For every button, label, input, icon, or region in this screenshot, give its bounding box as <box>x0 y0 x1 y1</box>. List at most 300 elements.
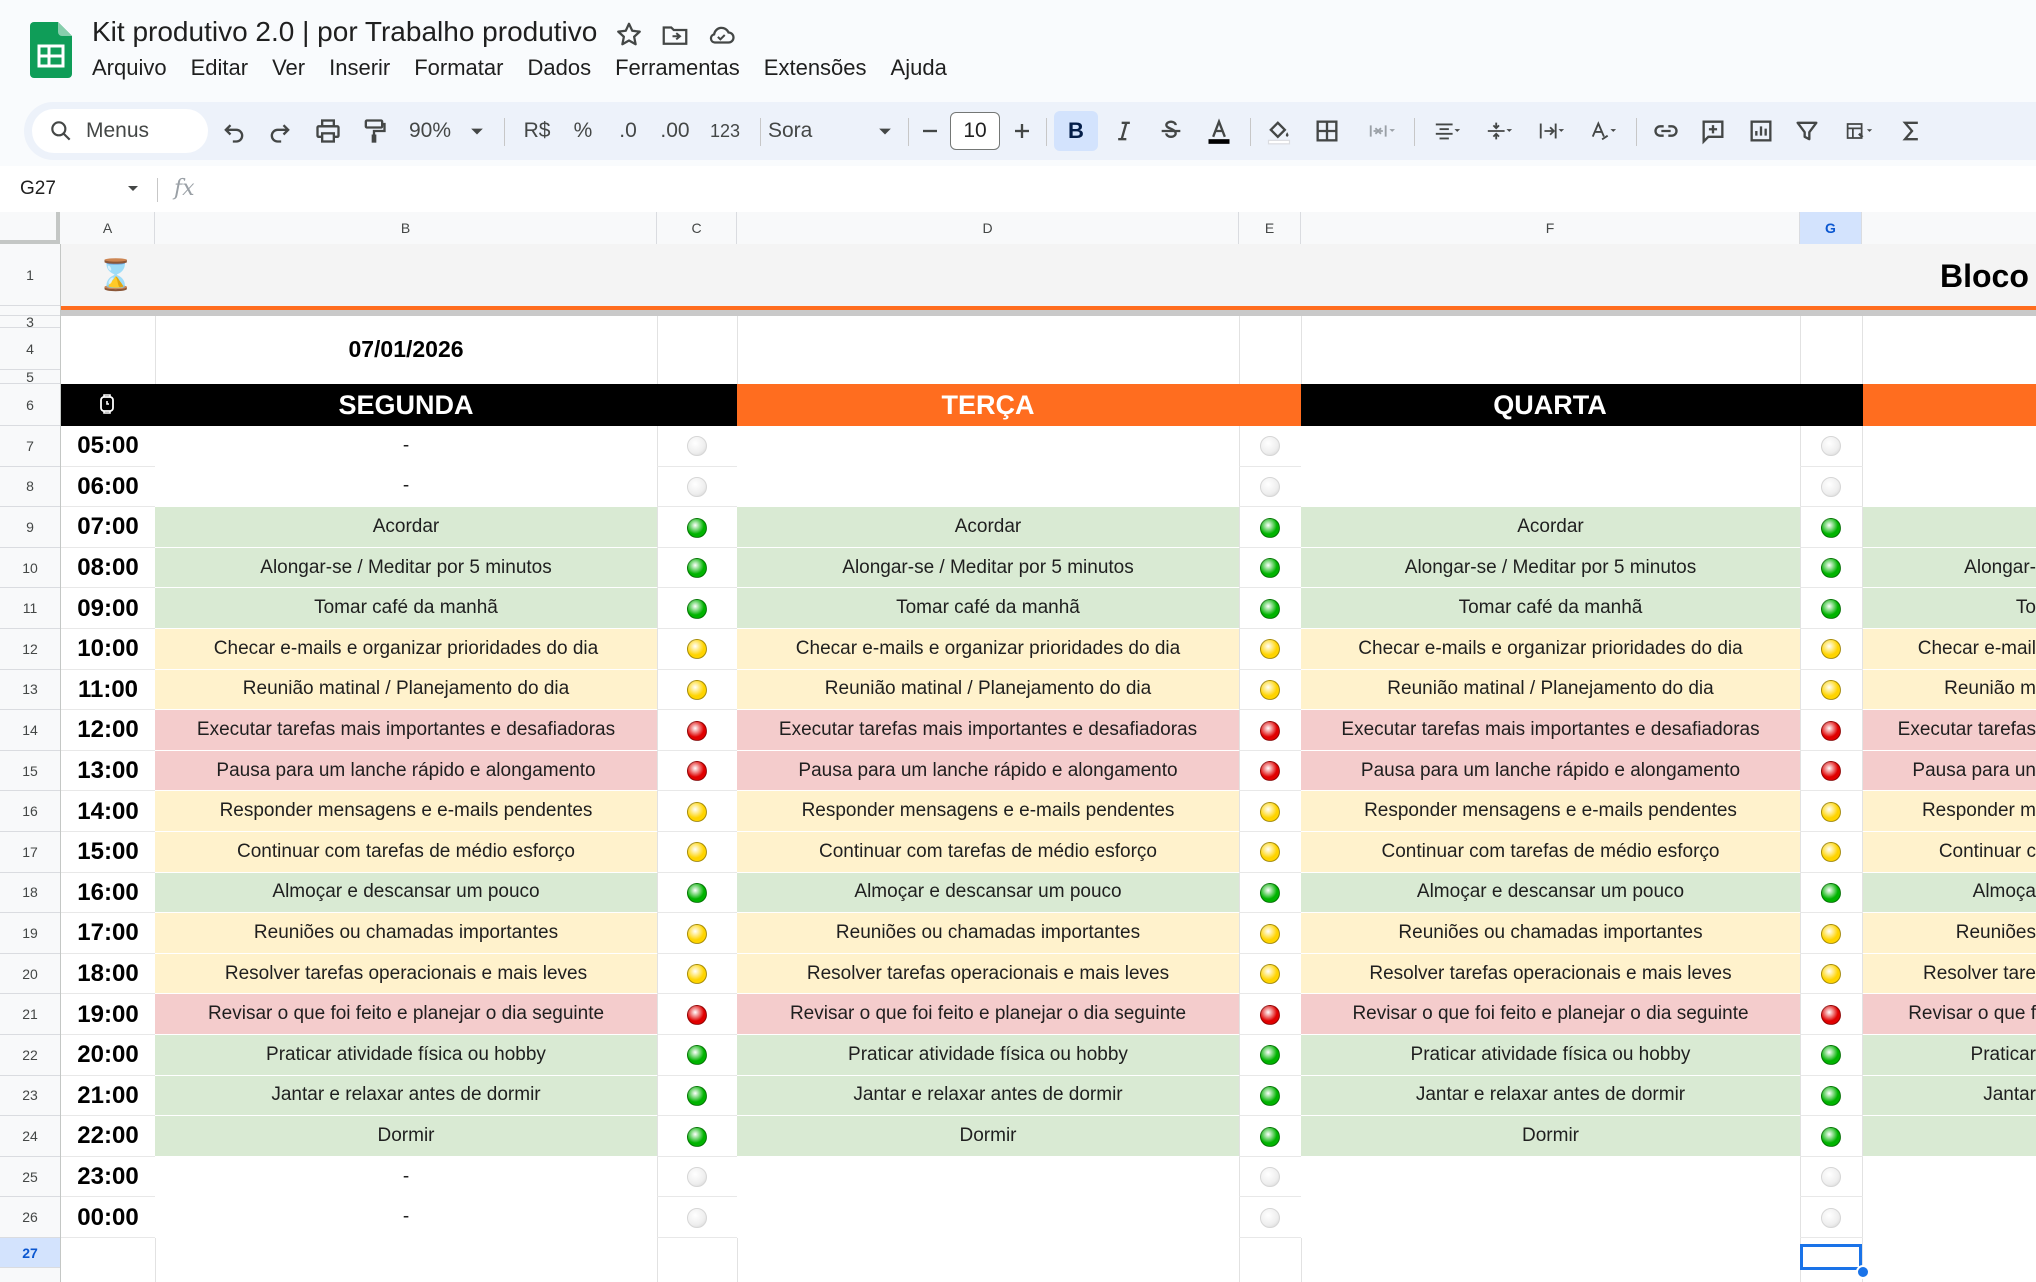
status-dot-yellow[interactable] <box>1260 639 1280 659</box>
task-cell-segunda[interactable]: Reunião matinal / Planejamento do dia <box>155 670 657 711</box>
fill-color-icon <box>1265 117 1293 145</box>
time-cell[interactable]: 07:00 <box>77 513 139 541</box>
column-header-h[interactable] <box>1862 212 2036 244</box>
fill-handle[interactable] <box>1856 1265 1870 1279</box>
menu-ferramentas[interactable]: Ferramentas <box>615 55 740 80</box>
task-cell-segunda[interactable]: Revisar o que foi feito e planejar o dia seguinte <box>155 994 657 1035</box>
time-cell[interactable]: 09:00 <box>77 594 139 622</box>
vertical-align-icon <box>1485 117 1513 145</box>
menu-search[interactable] <box>32 109 208 153</box>
status-dot-green[interactable] <box>1260 558 1280 578</box>
time-cell[interactable]: 21:00 <box>77 1081 139 1109</box>
time-cell[interactable]: 16:00 <box>77 878 139 906</box>
status-dot-none[interactable] <box>687 436 707 456</box>
task-cell-quarta[interactable] <box>1301 1197 1800 1238</box>
status-dot-green[interactable] <box>1821 558 1841 578</box>
task-cell-quarta[interactable]: Tomar café da manhã <box>1301 588 1800 629</box>
column-header-g[interactable]: G <box>1800 212 1862 244</box>
status-dot-yellow[interactable] <box>687 842 707 862</box>
task-cell-terca[interactable]: Revisar o que foi feito e planejar o dia seguinte <box>737 994 1239 1035</box>
row-header-27[interactable]: 27 <box>0 1238 60 1268</box>
status-dot-green[interactable] <box>1260 883 1280 903</box>
minus-icon <box>916 117 944 145</box>
sheets-logo-icon[interactable] <box>30 22 72 78</box>
table-views-icon <box>1845 117 1873 145</box>
task-cell-terca[interactable]: Acordar <box>737 507 1239 548</box>
task-cell-terca[interactable]: Tomar café da manhã <box>737 588 1239 629</box>
task-cell-segunda[interactable]: - <box>155 467 657 508</box>
time-cell[interactable]: 06:00 <box>77 472 139 500</box>
time-cell[interactable]: 20:00 <box>77 1041 139 1069</box>
status-dot-yellow[interactable] <box>1821 924 1841 944</box>
row-header-18[interactable]: 18 <box>0 873 60 914</box>
menu-dados[interactable]: Dados <box>527 55 592 80</box>
time-cell[interactable]: 23:00 <box>77 1163 139 1191</box>
day-header-quarta[interactable] <box>1301 384 1863 426</box>
chevron-down-icon <box>463 117 491 145</box>
zoom-dropdown[interactable] <box>462 102 492 160</box>
status-dot-none[interactable] <box>687 477 707 497</box>
task-cell-segunda[interactable]: - <box>155 1157 657 1198</box>
task-cell-terca[interactable] <box>737 426 1239 467</box>
task-cell-segunda[interactable]: Reuniões ou chamadas importantes <box>155 913 657 954</box>
task-cell-quinta[interactable]: Responder m <box>1863 791 2036 832</box>
day-label-terca: TERÇA <box>941 390 1035 420</box>
status-dot-green[interactable] <box>687 518 707 538</box>
print-icon <box>314 117 342 145</box>
functions-button[interactable] <box>1890 102 1934 160</box>
percent-format-button[interactable]: % <box>573 119 593 142</box>
row-header-23[interactable]: 23 <box>0 1076 60 1117</box>
row-header-15[interactable]: 15 <box>0 751 60 792</box>
hourglass-icon: ⌛ <box>97 259 135 292</box>
task-cell-terca[interactable]: Almoçar e descansar um pouco <box>737 873 1239 914</box>
time-cell[interactable]: 18:00 <box>77 960 139 988</box>
filter-button[interactable] <box>1784 102 1830 160</box>
row-header-13[interactable]: 13 <box>0 670 60 711</box>
text-wrap-icon <box>1537 117 1565 145</box>
insert-link-button[interactable] <box>1644 102 1688 160</box>
day-header-segunda[interactable] <box>61 384 737 426</box>
task-cell-segunda[interactable]: Resolver tarefas operacionais e mais leves <box>155 954 657 995</box>
name-box[interactable]: G27 <box>20 178 56 199</box>
task-cell-terca[interactable]: Reunião matinal / Planejamento do dia <box>737 670 1239 711</box>
status-dot-none[interactable] <box>1821 477 1841 497</box>
chevron-down-icon <box>871 117 899 145</box>
task-cell-segunda[interactable]: Continuar com tarefas de médio esforço <box>155 832 657 873</box>
filter-icon <box>1793 117 1821 145</box>
task-cell-terca[interactable]: Resolver tarefas operacionais e mais leves <box>737 954 1239 995</box>
star-icon[interactable] <box>614 20 644 50</box>
toolbar-divider <box>908 118 909 146</box>
status-dot-red[interactable] <box>1821 1005 1841 1025</box>
task-cell-quinta[interactable] <box>1863 507 2036 548</box>
task-cell-segunda[interactable]: Pausa para um lanche rápido e alongamento <box>155 751 657 792</box>
task-cell-terca[interactable]: Praticar atividade física ou hobby <box>737 1035 1239 1076</box>
time-cell[interactable]: 19:00 <box>77 1000 139 1028</box>
task-cell-quinta[interactable]: Alongar- <box>1863 548 2036 589</box>
row-header-25[interactable]: 25 <box>0 1157 60 1198</box>
status-dot-yellow[interactable] <box>1260 964 1280 984</box>
plus-icon <box>1008 117 1036 145</box>
menu-arquivo[interactable]: Arquivo <box>92 55 167 80</box>
time-cell[interactable]: 13:00 <box>77 757 139 785</box>
task-cell-quarta[interactable]: Resolver tarefas operacionais e mais leves <box>1301 954 1800 995</box>
status-dot-green[interactable] <box>1821 599 1841 619</box>
menu-bar <box>80 54 959 82</box>
font-size-input[interactable]: 10 <box>950 112 1000 150</box>
title-icons <box>614 20 736 50</box>
task-cell-quarta[interactable]: Dormir <box>1301 1116 1800 1157</box>
menu-ver[interactable]: Ver <box>272 55 306 80</box>
row-header-8[interactable]: 8 <box>0 467 60 508</box>
task-cell-quarta[interactable]: Praticar atividade física ou hobby <box>1301 1035 1800 1076</box>
task-cell-segunda[interactable]: Alongar-se / Meditar por 5 minutos <box>155 548 657 589</box>
chart-icon <box>1747 117 1775 145</box>
task-cell-quinta[interactable] <box>1863 1116 2036 1157</box>
time-cell[interactable]: 14:00 <box>77 797 139 825</box>
status-dot-none[interactable] <box>687 1167 707 1187</box>
status-dot-yellow[interactable] <box>1260 842 1280 862</box>
task-cell-quarta[interactable]: Almoçar e descansar um pouco <box>1301 873 1800 914</box>
status-dot-red[interactable] <box>1260 721 1280 741</box>
font-dropdown[interactable] <box>870 102 900 160</box>
chevron-down-icon[interactable] <box>126 184 140 194</box>
task-cell-segunda[interactable]: Praticar atividade física ou hobby <box>155 1035 657 1076</box>
task-cell-quarta[interactable]: Revisar o que foi feito e planejar o dia seguinte <box>1301 994 1800 1035</box>
column-header-b[interactable]: B <box>155 212 657 244</box>
task-cell-quarta[interactable]: Checar e-mails e organizar prioridades do dia <box>1301 629 1800 670</box>
formula-bar <box>0 166 2036 213</box>
row-header-16[interactable]: 16 <box>0 791 60 832</box>
sheet-grid <box>61 244 2036 1282</box>
task-cell-quinta[interactable]: Continuar c <box>1863 832 2036 873</box>
task-cell-quinta[interactable]: Checar e-mail <box>1863 629 2036 670</box>
merge-cells-button[interactable] <box>1354 102 1408 160</box>
watch-icon <box>95 392 119 416</box>
task-cell-quinta[interactable] <box>1863 426 2036 467</box>
row-header-11[interactable]: 11 <box>0 588 60 629</box>
row-header-21[interactable]: 21 <box>0 994 60 1035</box>
text-wrap-button[interactable] <box>1526 102 1576 160</box>
status-dot-red[interactable] <box>1260 761 1280 781</box>
task-cell-quarta[interactable]: Continuar com tarefas de médio esforço <box>1301 832 1800 873</box>
column-header-a[interactable]: A <box>61 212 155 244</box>
menu-extensoes[interactable]: Extensões <box>763 55 867 80</box>
select-all-corner[interactable] <box>0 212 60 244</box>
search-icon <box>48 118 74 144</box>
day-label-quarta: QUARTA <box>1493 390 1607 420</box>
increase-font-size-button[interactable] <box>1002 102 1042 160</box>
task-cell-terca[interactable]: Dormir <box>737 1116 1239 1157</box>
italic-button[interactable] <box>1102 102 1146 160</box>
day-header-terca[interactable] <box>737 384 1301 426</box>
day-label-segunda: SEGUNDA <box>338 390 474 420</box>
freeze-divider[interactable] <box>61 310 2036 316</box>
task-cell-quarta[interactable]: Responder mensagens e e-mails pendentes <box>1301 791 1800 832</box>
status-dot-none[interactable] <box>1260 1167 1280 1187</box>
paint-format-button[interactable] <box>352 102 396 160</box>
status-dot-green[interactable] <box>1821 518 1841 538</box>
task-cell-terca[interactable]: Checar e-mails e organizar prioridades do dia <box>737 629 1239 670</box>
task-cell-quarta[interactable]: Reunião matinal / Planejamento do dia <box>1301 670 1800 711</box>
task-cell-segunda[interactable]: - <box>155 426 657 467</box>
task-cell-terca[interactable]: Executar tarefas mais importantes e desafiadoras <box>737 710 1239 751</box>
status-dot-green[interactable] <box>1260 599 1280 619</box>
row-headers <box>0 244 61 1282</box>
borders-button[interactable] <box>1304 102 1350 160</box>
task-cell-quinta[interactable]: To <box>1863 588 2036 629</box>
task-cell-terca[interactable]: Responder mensagens e e-mails pendentes <box>737 791 1239 832</box>
header-banner <box>61 244 2036 306</box>
status-dot-green[interactable] <box>1821 1127 1841 1147</box>
status-dot-yellow[interactable] <box>1821 842 1841 862</box>
selected-cell-g27[interactable] <box>1800 1244 1862 1270</box>
menu-editar[interactable]: Editar <box>190 55 249 80</box>
status-dot-yellow[interactable] <box>1821 802 1841 822</box>
status-dot-red[interactable] <box>687 1005 707 1025</box>
toolbar-divider <box>1636 118 1637 146</box>
task-cell-segunda[interactable]: Checar e-mails e organizar prioridades do dia <box>155 629 657 670</box>
task-cell-terca[interactable] <box>737 467 1239 508</box>
status-dot-green[interactable] <box>1821 1086 1841 1106</box>
status-dot-yellow[interactable] <box>1821 680 1841 700</box>
italic-icon <box>1110 117 1138 145</box>
task-cell-quinta[interactable] <box>1863 1157 2036 1198</box>
move-to-folder-icon[interactable] <box>660 20 690 50</box>
row-header-10[interactable]: 10 <box>0 548 60 589</box>
status-dot-red[interactable] <box>687 721 707 741</box>
status-dot-yellow[interactable] <box>1260 802 1280 822</box>
task-cell-terca[interactable]: Continuar com tarefas de médio esforço <box>737 832 1239 873</box>
row-header-9[interactable]: 9 <box>0 507 60 548</box>
task-cell-segunda[interactable]: Jantar e relaxar antes de dormir <box>155 1076 657 1117</box>
task-cell-terca[interactable]: Jantar e relaxar antes de dormir <box>737 1076 1239 1117</box>
strikethrough-button[interactable] <box>1148 102 1194 160</box>
task-cell-quinta[interactable]: Reunião m <box>1863 670 2036 711</box>
task-cell-quinta[interactable]: Reuniões <box>1863 913 2036 954</box>
status-dot-none[interactable] <box>1260 1208 1280 1228</box>
task-cell-terca[interactable] <box>737 1157 1239 1198</box>
menu-search-label: Menus <box>86 119 150 142</box>
status-dot-green[interactable] <box>687 1127 707 1147</box>
paint-format-icon <box>360 117 388 145</box>
time-cell[interactable]: 10:00 <box>77 635 139 663</box>
status-dot-green[interactable] <box>687 1045 707 1065</box>
status-dot-none[interactable] <box>687 1208 707 1228</box>
toolbar-divider <box>1046 118 1047 146</box>
toolbar-divider <box>1414 118 1415 146</box>
fill-color-button[interactable] <box>1256 102 1302 160</box>
task-cell-quarta[interactable]: Jantar e relaxar antes de dormir <box>1301 1076 1800 1117</box>
status-dot-green[interactable] <box>1821 1045 1841 1065</box>
status-dot-yellow[interactable] <box>687 802 707 822</box>
text-color-button[interactable] <box>1196 102 1242 160</box>
status-dot-yellow[interactable] <box>1260 924 1280 944</box>
status-dot-green[interactable] <box>687 558 707 578</box>
bold-button[interactable]: B <box>1054 111 1098 151</box>
undo-button[interactable] <box>212 102 256 160</box>
insert-comment-button[interactable] <box>1690 102 1736 160</box>
strikethrough-icon <box>1157 117 1185 145</box>
task-cell-quinta[interactable]: Executar tarefas <box>1863 710 2036 751</box>
task-cell-quarta[interactable] <box>1301 1157 1800 1198</box>
time-cell[interactable]: 17:00 <box>77 919 139 947</box>
task-cell-segunda[interactable]: Almoçar e descansar um pouco <box>155 873 657 914</box>
decrease-decimals-button[interactable]: .0 <box>619 119 637 142</box>
vertical-align-button[interactable] <box>1474 102 1524 160</box>
status-dot-none[interactable] <box>1821 1208 1841 1228</box>
status-dot-yellow[interactable] <box>1821 964 1841 984</box>
task-cell-quarta[interactable]: Executar tarefas mais importantes e desafiadoras <box>1301 710 1800 751</box>
text-color-icon <box>1205 117 1233 145</box>
row-header-3[interactable]: 3 <box>0 316 60 328</box>
status-dot-yellow[interactable] <box>1260 680 1280 700</box>
task-cell-quinta[interactable]: Resolver tare <box>1863 954 2036 995</box>
status-dot-green[interactable] <box>687 599 707 619</box>
status-dot-none[interactable] <box>1260 436 1280 456</box>
row-header-1[interactable]: 1 <box>0 244 60 306</box>
row-header-22[interactable]: 22 <box>0 1035 60 1076</box>
insert-chart-button[interactable] <box>1738 102 1784 160</box>
task-cell-quinta[interactable]: Revisar o que f <box>1863 994 2036 1035</box>
row-header-14[interactable]: 14 <box>0 710 60 751</box>
column-headers <box>0 212 2036 245</box>
menu-inserir[interactable]: Inserir <box>329 55 391 80</box>
time-cell[interactable]: 08:00 <box>77 554 139 582</box>
toolbar-divider <box>1250 118 1251 146</box>
column-header-d[interactable]: D <box>737 212 1239 244</box>
row-header-20[interactable]: 20 <box>0 954 60 995</box>
status-dot-red[interactable] <box>1260 1005 1280 1025</box>
row-header-6[interactable]: 6 <box>0 384 60 426</box>
increase-decimals-button[interactable]: .00 <box>660 119 690 142</box>
task-cell-terca[interactable] <box>737 1197 1239 1238</box>
row-header-17[interactable]: 17 <box>0 832 60 873</box>
task-cell-quarta[interactable] <box>1301 426 1800 467</box>
task-cell-quarta[interactable]: Pausa para um lanche rápido e alongamento <box>1301 751 1800 792</box>
task-cell-segunda[interactable]: Tomar café da manhã <box>155 588 657 629</box>
task-cell-quarta[interactable]: Acordar <box>1301 507 1800 548</box>
status-dot-none[interactable] <box>1260 477 1280 497</box>
text-rotation-icon <box>1589 117 1617 145</box>
status-dot-green[interactable] <box>1821 883 1841 903</box>
task-cell-quinta[interactable]: Pausa para un <box>1863 751 2036 792</box>
status-dot-yellow[interactable] <box>1821 639 1841 659</box>
sheet-title: Bloco <box>1940 258 2029 294</box>
task-cell-segunda[interactable]: Dormir <box>155 1116 657 1157</box>
borders-icon <box>1313 117 1341 145</box>
menu-ajuda[interactable]: Ajuda <box>890 55 947 80</box>
menu-formatar[interactable]: Formatar <box>414 55 504 80</box>
redo-button[interactable] <box>258 102 302 160</box>
font-select[interactable]: Sora <box>768 119 813 142</box>
fx-icon: fx <box>174 176 195 201</box>
time-cell[interactable]: 22:00 <box>77 1122 139 1150</box>
align-center-icon <box>1433 117 1461 145</box>
status-dot-green[interactable] <box>1260 1127 1280 1147</box>
status-dot-yellow[interactable] <box>687 964 707 984</box>
status-dot-none[interactable] <box>1821 1167 1841 1187</box>
row-header-24[interactable]: 24 <box>0 1116 60 1157</box>
comment-icon <box>1699 117 1727 145</box>
time-cell[interactable]: 11:00 <box>77 675 139 703</box>
zoom-select[interactable]: 90% <box>408 119 452 142</box>
task-cell-segunda[interactable]: Acordar <box>155 507 657 548</box>
row-header-12[interactable]: 12 <box>0 629 60 670</box>
toolbar-area <box>0 96 2036 166</box>
redo-icon <box>266 117 294 145</box>
status-dot-green[interactable] <box>687 883 707 903</box>
filter-views-button[interactable] <box>1830 102 1888 160</box>
day-header-quinta[interactable] <box>1863 384 2036 426</box>
task-cell-quarta[interactable] <box>1301 467 1800 508</box>
text-rotation-button[interactable] <box>1578 102 1628 160</box>
date-cell[interactable]: 07/01/2026 <box>348 336 464 362</box>
app-header <box>0 0 2036 96</box>
task-cell-quarta[interactable]: Reuniões ou chamadas importantes <box>1301 913 1800 954</box>
status-dot-red[interactable] <box>1821 721 1841 741</box>
time-cell[interactable]: 15:00 <box>77 838 139 866</box>
task-cell-quinta[interactable] <box>1863 1197 2036 1238</box>
decrease-font-size-button[interactable] <box>912 102 948 160</box>
cloud-status-icon[interactable] <box>706 20 736 50</box>
status-dot-none[interactable] <box>1821 436 1841 456</box>
task-cell-quarta[interactable]: Alongar-se / Meditar por 5 minutos <box>1301 548 1800 589</box>
task-cell-quinta[interactable]: Praticar <box>1863 1035 2036 1076</box>
row-header-5[interactable]: 5 <box>0 370 60 384</box>
status-dot-green[interactable] <box>687 1086 707 1106</box>
status-dot-yellow[interactable] <box>687 924 707 944</box>
task-cell-quinta[interactable]: Jantar <box>1863 1076 2036 1117</box>
row-header-7[interactable]: 7 <box>0 426 60 467</box>
print-button[interactable] <box>306 102 350 160</box>
status-dot-green[interactable] <box>1260 518 1280 538</box>
time-cell[interactable]: 12:00 <box>77 716 139 744</box>
column-header-c[interactable]: C <box>657 212 737 244</box>
task-cell-terca[interactable]: Pausa para um lanche rápido e alongamento <box>737 751 1239 792</box>
time-cell[interactable]: 05:00 <box>77 432 139 460</box>
row-header-4[interactable]: 4 <box>0 328 60 370</box>
row-header-26[interactable]: 26 <box>0 1197 60 1238</box>
toolbar-divider <box>760 118 761 146</box>
undo-icon <box>220 117 248 145</box>
status-dot-yellow[interactable] <box>687 680 707 700</box>
column-header-f[interactable]: F <box>1301 212 1800 244</box>
merge-cells-icon <box>1367 117 1395 145</box>
status-dot-green[interactable] <box>1260 1086 1280 1106</box>
status-dot-green[interactable] <box>1260 1045 1280 1065</box>
task-cell-terca[interactable]: Alongar-se / Meditar por 5 minutos <box>737 548 1239 589</box>
currency-format-button[interactable]: R$ <box>523 119 551 142</box>
row-header-19[interactable]: 19 <box>0 913 60 954</box>
number-format-button[interactable]: 123 <box>709 120 741 141</box>
link-icon <box>1652 117 1680 145</box>
status-dot-yellow[interactable] <box>687 639 707 659</box>
task-cell-segunda[interactable]: Responder mensagens e e-mails pendentes <box>155 791 657 832</box>
column-header-e[interactable]: E <box>1239 212 1301 244</box>
horizontal-align-button[interactable] <box>1422 102 1472 160</box>
task-cell-segunda[interactable]: - <box>155 1197 657 1238</box>
status-dot-red[interactable] <box>1821 761 1841 781</box>
task-cell-quinta[interactable]: Almoça <box>1863 873 2036 914</box>
document-title[interactable]: Kit produtivo 2.0 | por Trabalho produtivo <box>92 16 598 47</box>
task-cell-quinta[interactable] <box>1863 467 2036 508</box>
status-dot-red[interactable] <box>687 761 707 781</box>
task-cell-terca[interactable]: Reuniões ou chamadas importantes <box>737 913 1239 954</box>
time-cell[interactable]: 00:00 <box>77 1203 139 1231</box>
task-cell-segunda[interactable]: Executar tarefas mais importantes e desafiadoras <box>155 710 657 751</box>
